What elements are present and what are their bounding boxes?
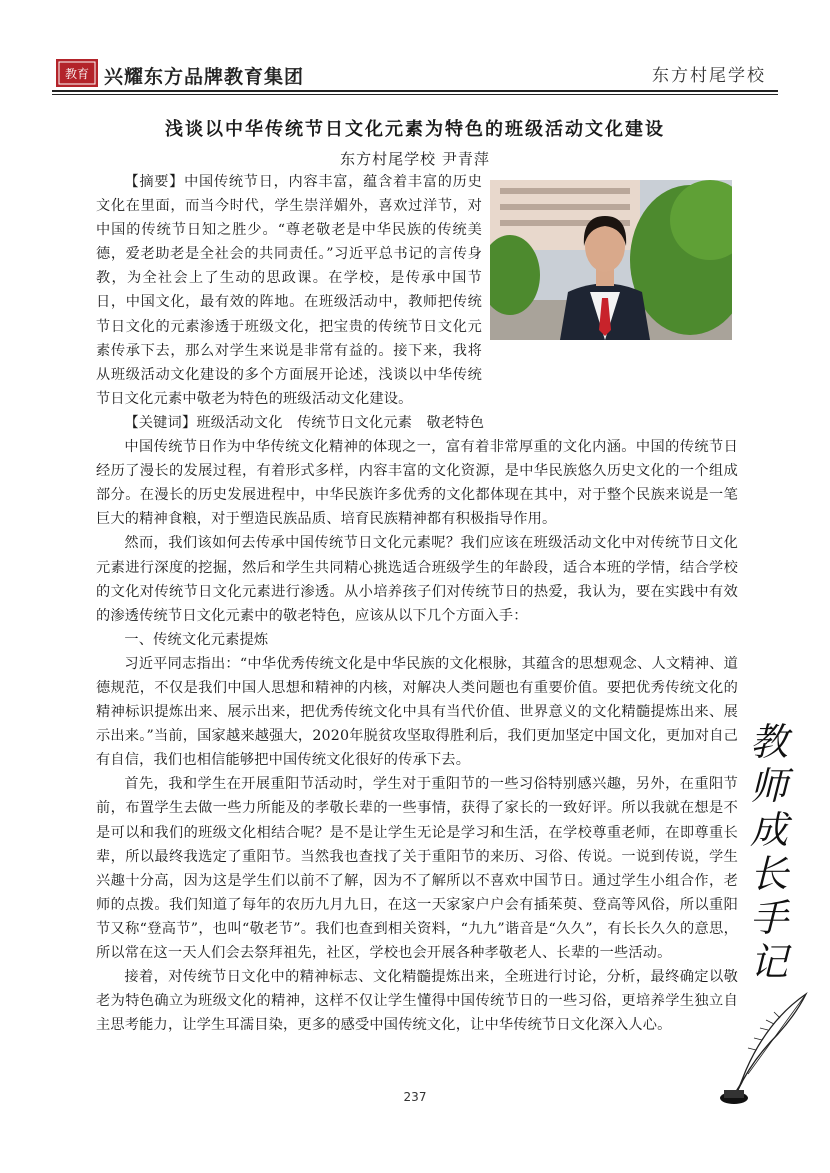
article-byline: 东方村尾学校 尹青萍 — [340, 150, 490, 168]
body-paragraph: 习近平同志指出：“中华优秀传统文化是中华民族的文化根脉，其蕴含的思想观念、人文精神、道德规范，不仅是我们中国人思想和精神的内核，对解决人类问题也有重要价值。要把优秀传统文化的精神标识提炼出来、展示出来，把优秀传统文化中具有当代价值、世界意义的文化精髓提炼出来、展示出来。”当前，国家越来越强大，2020年脱贫攻坚取得胜利后，我们更加坚定中国文化，更加对自己有自信，我们也相信能够把中国传统文化很好的传承下去。 — [96, 655, 738, 769]
keywords-paragraph: 【关键词】班级活动文化 传统节日文化元素 敬老特色 — [124, 414, 485, 431]
body-paragraph: 然而，我们该如何去传承中国传统节日文化元素呢？我们应该在班级活动文化中对传统节日文化元素进行深度的挖掘，然后和学生共同精心挑选适合班级学生的年龄段，适合本班的学情，结合学校的文化对传统节日文化元素进行渗透。从小培养孩子们对传统节日的热爱，我认为，要在实践中有效的渗透传统节日文化元素中的敬老特色，应该从以下几个方面入手： — [96, 535, 738, 624]
article-body — [96, 170, 738, 1037]
section-heading: 一、传统文化元素提炼 — [124, 631, 269, 648]
calligraphy-char: 长 — [749, 852, 788, 896]
body-paragraph: 中国传统节日作为中华传统文化精神的体现之一，富有着非常厚重的文化内涵。中国的传统节日经历了漫长的发展过程，有着形式多样，内容丰富的文化资源，是中华民族悠久历史文化的一个组成部分。在漫长的历史发展进程中，中华民族许多优秀的文化都体现在其中，对于整个民族来说是一笔巨大的精神食粮，对于塑造民族品质、培育民族精神都有积极指导作用。 — [96, 439, 738, 528]
school-tag: 东方村尾学校 — [652, 66, 766, 86]
logo-text: 教育 — [64, 67, 90, 81]
header-rule-thick — [52, 90, 778, 92]
body-paragraph: 接着，对传统节日文化中的精神标志、文化精髓提炼出来，全班进行讨论，分析，最终确定以敬老为特色确立为班级文化的精神，这样不仅让学生懂得中国传统节日的一些习俗，更培养学生独立自主思考能力，让学生耳濡目染，更多的感受中国传统文化，让中华传统节日文化深入人心。 — [96, 969, 738, 1034]
calligraphy-char: 成 — [749, 808, 788, 852]
side-calligraphy — [744, 720, 794, 984]
group-logo-icon — [56, 59, 98, 87]
header-rule-thin — [52, 94, 778, 95]
calligraphy-char: 手 — [749, 896, 788, 940]
calligraphy-char: 记 — [749, 940, 788, 984]
article-title: 浅谈以中华传统节日文化元素为特色的班级活动文化建设 — [165, 119, 665, 140]
page-header — [0, 0, 830, 100]
calligraphy-char: 师 — [749, 764, 788, 808]
body-paragraph: 首先，我和学生在开展重阳节活动时，学生对于重阳节的一些习俗特别感兴趣，另外，在重阳节前，布置学生去做一些力所能及的孝敬长辈的一些事情，获得了家长的一致好评。所以我就在想是不是可以和我们的班级文化相结合呢？是不是让学生无论是学习和生活，在学校尊重老师，在即尊重长辈，所以最终我选定了重阳节。当然我也查找了关于重阳节的来历、习俗、传说。一说到传说，学生兴趣十分高，因为这是学生们以前不了解，因为不了解所以不喜欢中国节日。通过学生小组合作，老师的点拨。我们知道了每年的农历九月九日，在这一天家家户户会有插茱萸、登高等风俗，所以重阳节又称“登高节”，也叫“敬老节”。我们也查到相关资料，“九九”谐音是“久久”，有长长久久的意思，所以常在这一天人们会去祭拜祖先，社区，学校也会开展各种孝敬老人、长辈的一些活动。 — [96, 776, 738, 961]
calligraphy-char: 教 — [749, 720, 788, 764]
abstract-paragraph: 【摘要】中国传统节日，内容丰富，蕴含着丰富的历史文化在里面，而当今时代，学生崇洋媚外，喜欢过洋节，对中国的传统节日知之胜少。“尊老敬老是中华民族的传统美德，爱老助老是全社会的共同责任。”习近平总书记的言传身教，为全社会上了生动的思政课。在学校，是传承中国节日，中国文化，最有效的阵地。在班级活动中，教师把传统节日文化的元素渗透于班级文化，把宝贵的传统节日文化元素传承下去，那么对学生来说是非常有益的。接下来，我将从班级活动文化建设的多个方面展开论述，浅谈以中华传统节日文化元素中敬老为特色的班级活动文化建设。 — [96, 174, 482, 407]
page-number: 237 — [403, 1090, 427, 1104]
org-name: 兴耀东方品牌教育集团 — [104, 66, 305, 88]
